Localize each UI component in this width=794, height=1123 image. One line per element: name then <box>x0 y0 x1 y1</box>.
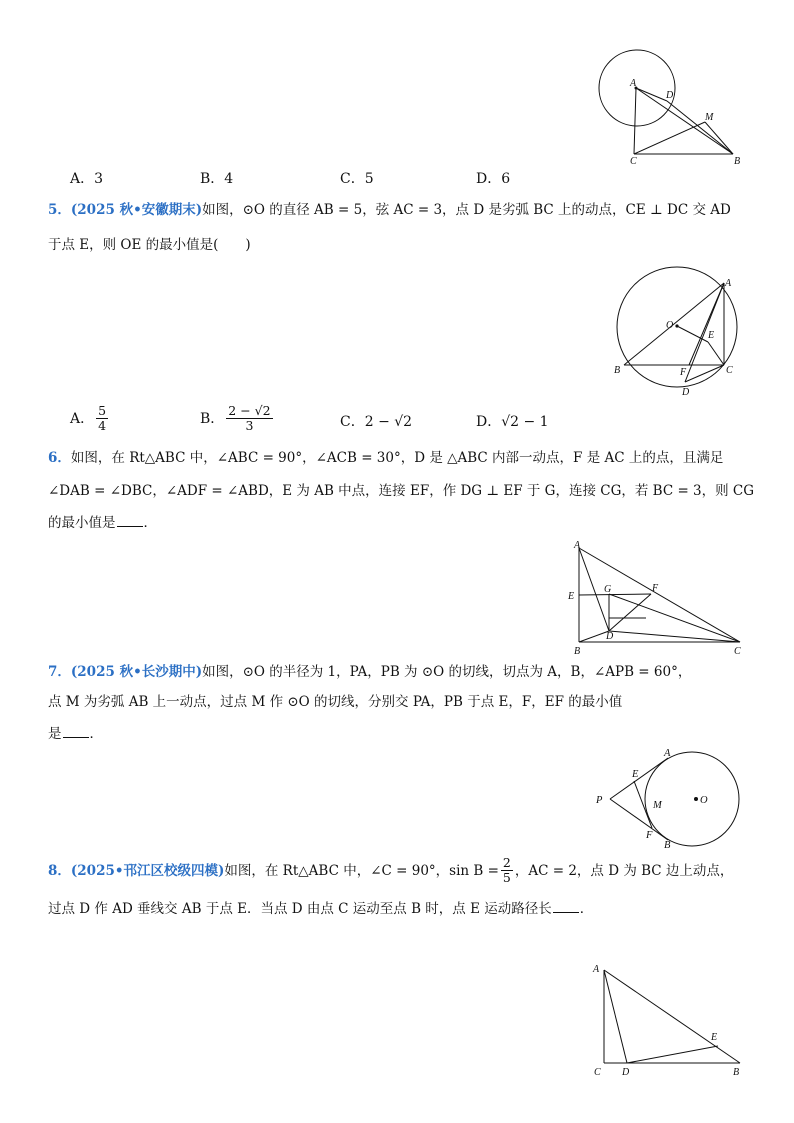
q5-option-b-fraction <box>226 404 272 433</box>
figure-q7 <box>590 744 750 854</box>
q5-line2: 于点 E，则 OE 的最小值是( ) <box>48 237 251 253</box>
figure-q6 <box>562 538 752 658</box>
q8-line1 <box>48 856 733 885</box>
q7-answer-blank <box>63 725 89 738</box>
q8-text-2-pre: 过点 D 作 AD 垂线交 AB 于点 E．当点 D 由点 C 运动至点 B 时，点 E 运动路径长 <box>48 901 552 917</box>
q8-sin-numerator: 2 <box>502 855 511 870</box>
q6-number: 6． <box>48 450 71 466</box>
fig5-label-c: C <box>726 365 733 376</box>
q8-sin-denominator: 5 <box>502 870 511 885</box>
q7-text-3-pre: 是 <box>48 726 62 742</box>
q7-source: (2025 秋•长沙期中) <box>70 664 203 680</box>
q7-text-3-post: ． <box>89 726 103 742</box>
q8-text-2-post: ． <box>579 901 594 917</box>
fig7-label-e: E <box>632 769 639 780</box>
q5-option-b-label: B． <box>200 410 225 427</box>
fig4-label-d: D <box>666 90 674 101</box>
q5-option-a <box>70 404 110 433</box>
figure-q4 <box>590 40 760 170</box>
q5-option-a-denominator: 4 <box>98 418 107 433</box>
q5-option-d: D．√2 − 1 <box>476 414 549 430</box>
fig7-label-m: M <box>653 800 662 811</box>
fig6-label-b: B <box>574 646 581 657</box>
q7-number: 7． <box>48 664 71 680</box>
q8-source: (2025•邗江区校级四模) <box>70 862 225 879</box>
fig6-label-e: E <box>568 591 575 602</box>
q5-option-a-numerator: 5 <box>98 403 107 418</box>
fig7-label-f: F <box>646 830 653 841</box>
q6-text-1: 如图，在 Rt△ABC 中，∠ABC = 90°，∠ACB = 30°，D 是 △ABC 内部一动点，F 是 AC 上的点，且满足 <box>70 450 724 466</box>
q5-text-1: 如图，⊙O 的直径 AB = 5，弦 AC = 3，点 D 是劣弧 BC 上的动点，CE ⊥ DC 交 AD <box>202 202 731 218</box>
q4-option-a: A．3 <box>70 171 104 187</box>
fig4-label-a: A <box>630 78 637 89</box>
fig7-label-b: B <box>664 840 671 851</box>
fig5-label-f: F <box>680 367 687 378</box>
fig4-label-c: C <box>630 156 637 167</box>
fig7-label-a: A <box>664 748 671 759</box>
q6-answer-blank <box>117 514 143 527</box>
q4-option-c: C．5 <box>340 171 374 187</box>
fig8-label-d: D <box>622 1067 630 1078</box>
fig8-label-c: C <box>594 1067 601 1078</box>
fig5-label-d: D <box>682 387 690 398</box>
q8-answer-blank <box>553 900 579 913</box>
q8-sin-fraction <box>501 856 513 885</box>
q4-option-d: D．6 <box>476 171 511 187</box>
fig7-label-o: O <box>700 795 708 806</box>
fig5-label-o: O <box>666 320 674 331</box>
q4-option-b: B．4 <box>200 171 234 187</box>
q8-text-1-pre: 如图，在 Rt△ABC 中，∠C = 90°，sin B = <box>224 862 499 879</box>
q5-line1 <box>48 201 731 219</box>
q5-option-c: C．2 − √2 <box>340 414 413 430</box>
q8-number: 8． <box>48 862 71 879</box>
q5-number: 5． <box>48 202 71 218</box>
fig6-label-g: G <box>604 584 612 595</box>
q5-option-b-numerator: 2 − √2 <box>228 403 271 418</box>
fig5-label-b: B <box>614 365 621 376</box>
fig8-label-e: E <box>711 1032 718 1043</box>
q6-text-3-post: ． <box>143 515 157 531</box>
q5-option-b <box>200 404 275 433</box>
fig4-label-b: B <box>734 156 741 167</box>
q6-line2: ∠DAB = ∠DBC，∠ADF = ∠ABD，E 为 AB 中点，连接 EF，作 DG ⊥ EF 于 G，连接 CG，若 BC = 3，则 CG <box>48 483 755 499</box>
figure-q5 <box>610 262 760 402</box>
fig8-label-a: A <box>593 964 600 975</box>
q6-text-3-pre: 的最小值是 <box>48 515 116 531</box>
fig6-label-d: D <box>606 631 614 642</box>
fig7-label-p: P <box>596 795 603 806</box>
fig6-label-c: C <box>734 646 741 657</box>
fig6-label-a: A <box>574 540 581 551</box>
fig5-label-e: E <box>708 330 715 341</box>
fig4-label-m: M <box>705 112 714 123</box>
q7-text-1: 如图，⊙O 的半径为 1，PA，PB 为 ⊙O 的切线，切点为 A，B，∠APB = 60°， <box>202 664 692 680</box>
q5-source: (2025 秋•安徽期末) <box>70 202 203 218</box>
q7-line2: 点 M 为劣弧 AB 上一动点，过点 M 作 ⊙O 的切线，分别交 PA，PB 于点 E，F，EF 的最小值 <box>48 694 623 710</box>
figure-q8 <box>585 958 755 1083</box>
q7-line3 <box>48 725 103 743</box>
q5-option-b-denominator: 3 <box>245 418 254 433</box>
q7-line1 <box>48 663 691 681</box>
fig6-label-f: F <box>652 583 659 594</box>
q8-text-1-post: ，AC = 2，点 D 为 BC 边上动点， <box>514 862 734 879</box>
fig5-label-a: A <box>725 278 732 289</box>
fig8-label-b: B <box>733 1067 740 1078</box>
q5-option-a-fraction <box>96 404 108 433</box>
q8-line2 <box>48 900 593 918</box>
q6-line3 <box>48 514 157 532</box>
q5-option-a-label: A． <box>70 410 95 427</box>
q6-line1 <box>48 449 723 467</box>
